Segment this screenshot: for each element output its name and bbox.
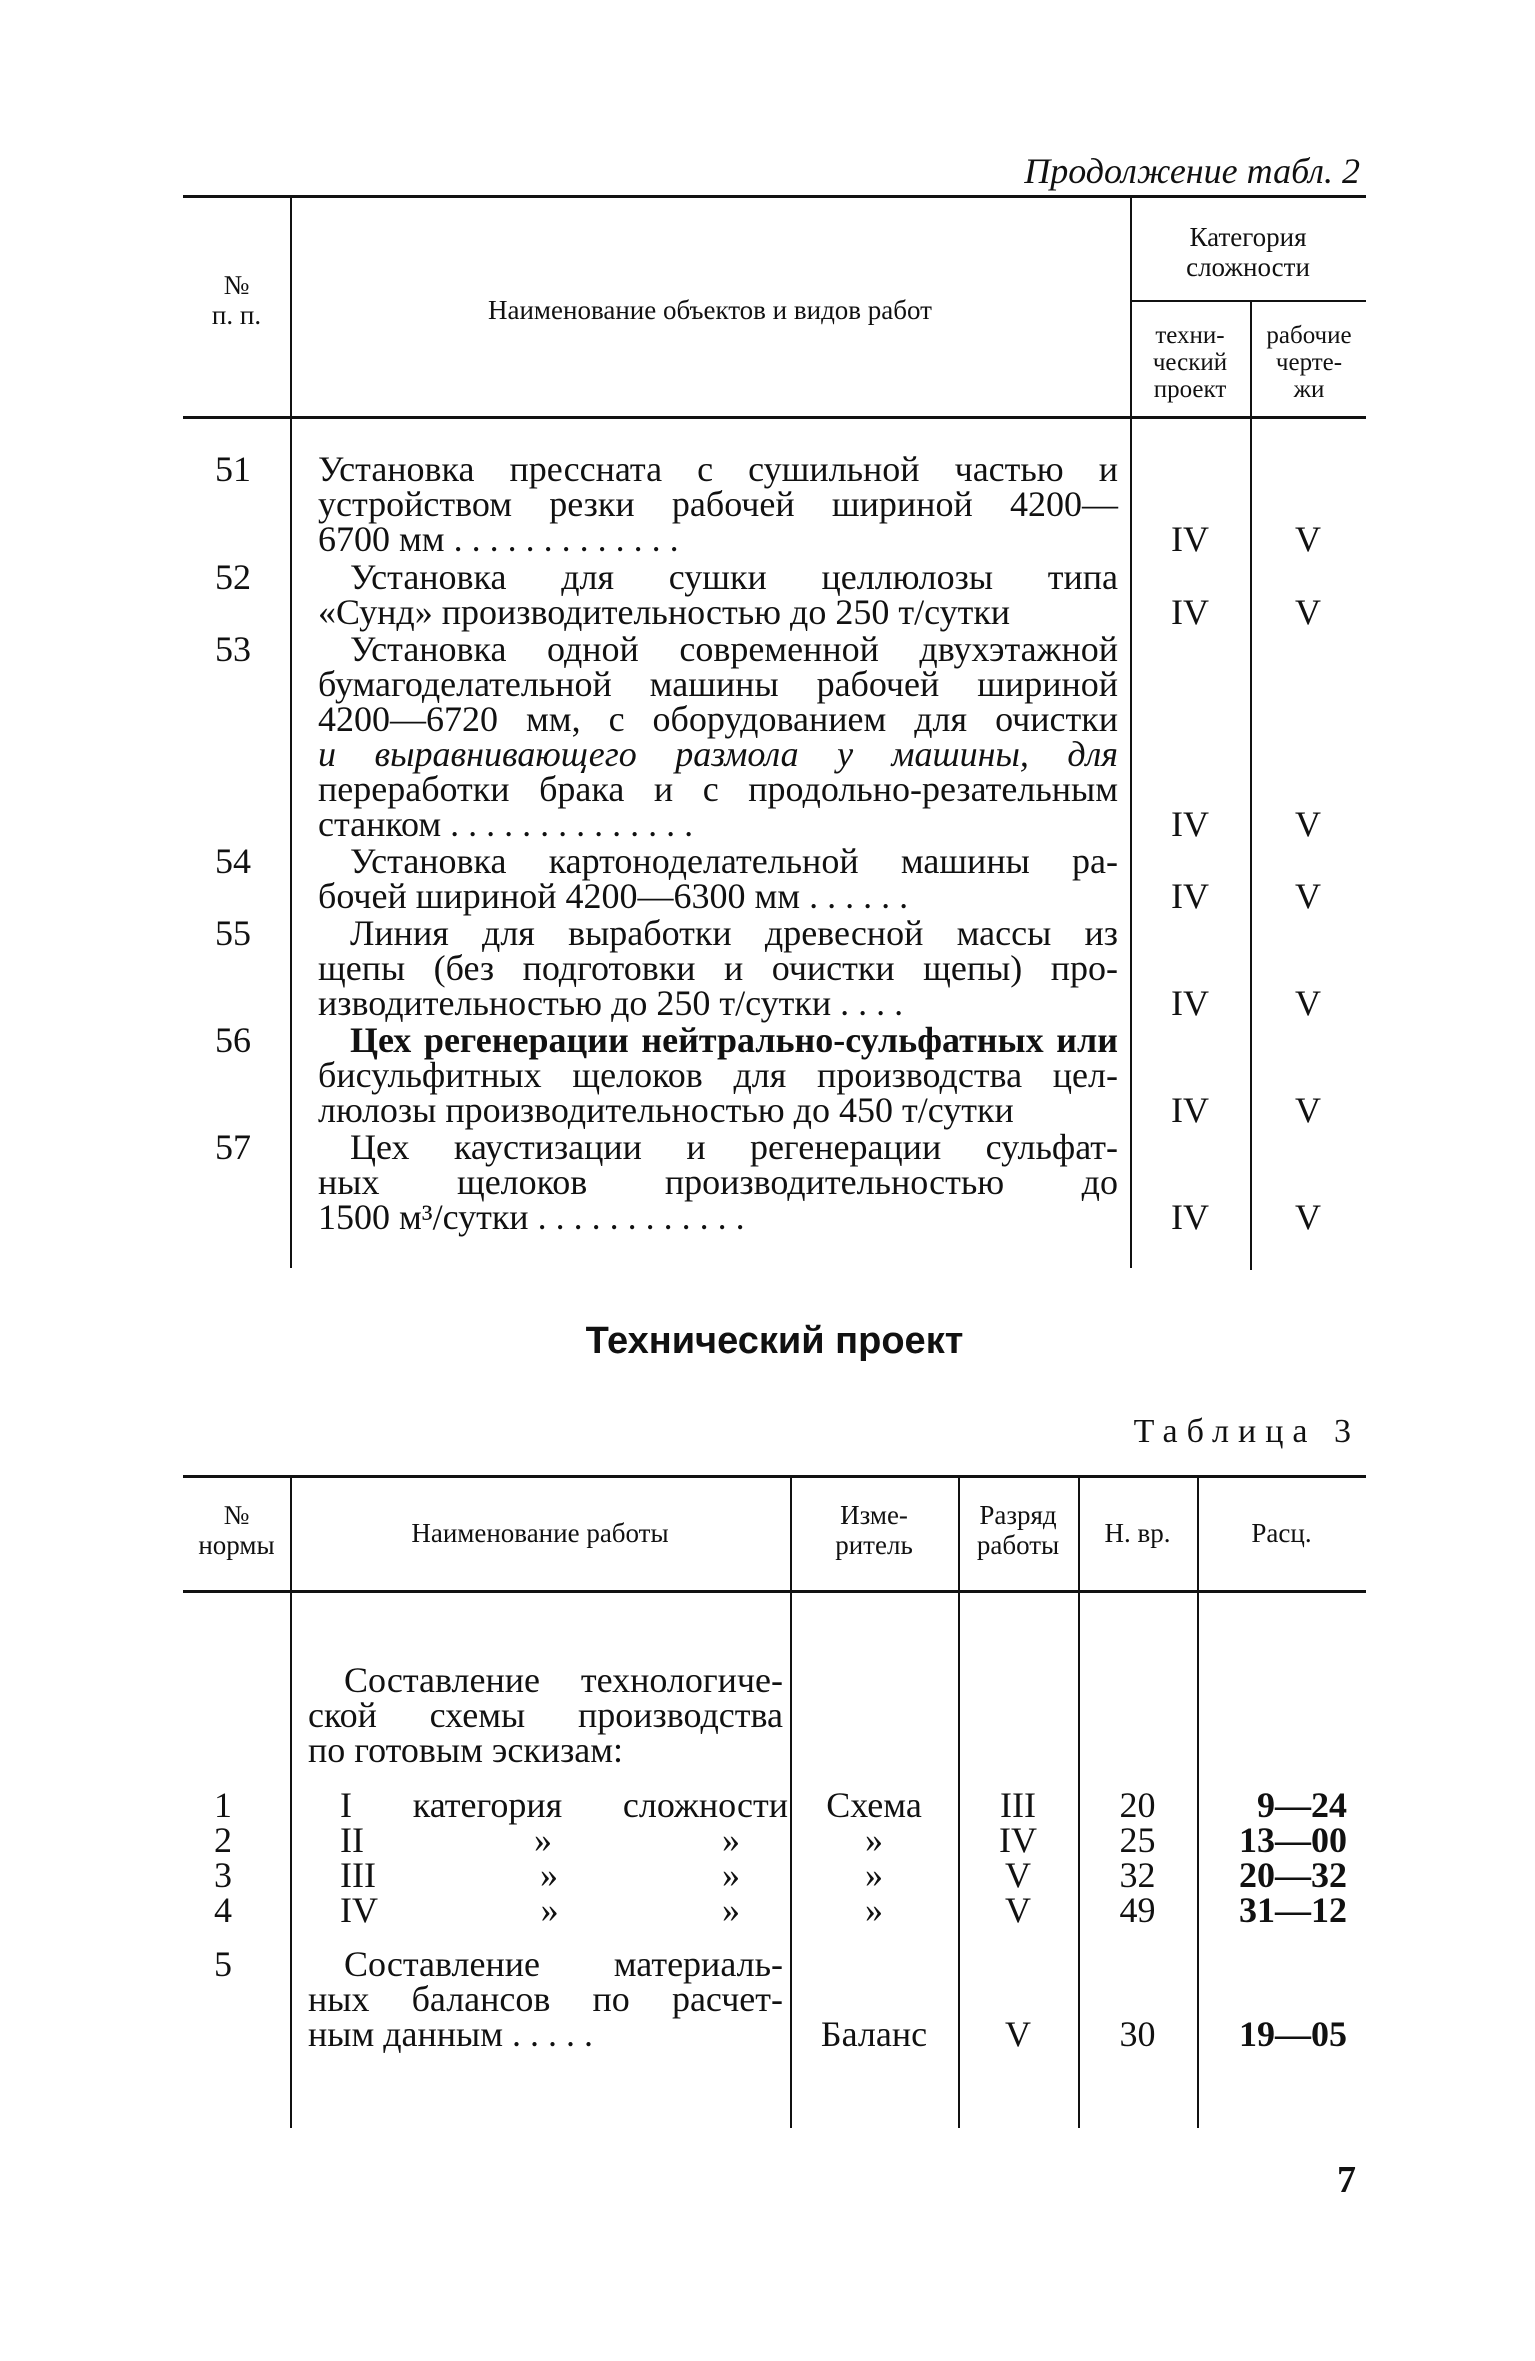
tech-category: IV <box>1171 804 1209 844</box>
norm-time: 49 <box>1119 1890 1156 1930</box>
norm-number: 1 <box>214 1785 232 1825</box>
row-number: 57 <box>215 1127 251 1167</box>
norm-time: 25 <box>1119 1820 1156 1860</box>
row-description: Линия для выработки древесной массы из <box>350 913 1118 953</box>
col-work-name-header: Наименование работы <box>411 1518 669 1548</box>
row-description-cont: ных щелоков производительностью до 1500 м³/сутки . . . . . . . . . . . . <box>318 1162 1118 1237</box>
unit: Баланс <box>820 2014 928 2054</box>
row-description-cont: «Сунд» производительностью до 250 т/сутки <box>318 592 1011 632</box>
price: 31—12 <box>1239 1890 1347 1930</box>
unit: Схема <box>826 1785 922 1825</box>
tech-category: IV <box>1171 592 1209 632</box>
price: 19—05 <box>1239 2014 1347 2054</box>
work-category: V <box>1295 592 1321 632</box>
row-description: Установка картоноделательной машины ра- <box>350 841 1118 881</box>
grade: V <box>1005 2014 1031 2054</box>
price: 9—24 <box>1257 1785 1347 1825</box>
tech-category: IV <box>1171 519 1209 559</box>
row-description-cont: бисульфитных щелоков для производства цел- люлозы производительностью до 450 т/сутки <box>318 1055 1118 1130</box>
price: 20—32 <box>1239 1855 1347 1895</box>
tech-category: IV <box>1171 1090 1209 1130</box>
row-description: Цех регенерации нейтрально-сульфатных или <box>350 1020 1118 1060</box>
row-description: Установка для сушки целлюлозы типа <box>350 557 1118 597</box>
col-unit-header: Изме- ритель <box>835 1500 913 1560</box>
row-number: 52 <box>215 557 251 597</box>
row-number: 51 <box>215 449 251 489</box>
row-description: Цех каустизации и регенерации сульфат- <box>350 1127 1118 1167</box>
norm-number: 5 <box>214 1944 232 1984</box>
grade: III <box>1000 1785 1036 1825</box>
price: 13—00 <box>1239 1820 1347 1860</box>
tech-category: IV <box>1171 1197 1209 1237</box>
row-description-cont: бумагоделательной машины рабочей шириной 4200—6720 мм, с оборудованием для очистки и выравнивающего размола у машины, для переработки брака и с продольно-резательным станком . . . . . . . . . . . . . . <box>318 664 1118 844</box>
unit: » <box>865 1855 883 1895</box>
work-name: Составление материаль- ных балансов по расчет- ным данным . . . . . <box>308 1944 783 2054</box>
work-category: V <box>1295 1090 1321 1130</box>
row-description-cont: бочей шириной 4200—6300 мм . . . . . . <box>318 876 909 916</box>
norm-time: 32 <box>1119 1855 1156 1895</box>
tech-category: IV <box>1171 983 1209 1023</box>
grade: V <box>1005 1890 1031 1930</box>
norm-number: 4 <box>214 1890 232 1930</box>
col-num-header: № п. п. <box>211 270 262 330</box>
page-number: 7 <box>1337 2159 1356 2201</box>
norm-number: 3 <box>214 1855 232 1895</box>
tech-category: IV <box>1171 876 1209 916</box>
work-category: V <box>1295 876 1321 916</box>
work-category: V <box>1295 519 1321 559</box>
col-work-header: рабочие черте- жи <box>1266 322 1352 403</box>
work-name: II » » <box>340 1820 740 1860</box>
row-number: 56 <box>215 1020 251 1060</box>
work-category: V <box>1295 983 1321 1023</box>
row-number: 54 <box>215 841 251 881</box>
unit: » <box>865 1820 883 1860</box>
col-norm-header: № нормы <box>198 1500 275 1560</box>
table-3-label: Таблица 3 <box>1133 1413 1360 1450</box>
row-description-cont: щепы (без подготовки и очистки щепы) про- изводительностью до 250 т/сутки . . . . <box>318 948 1118 1023</box>
unit: » <box>865 1890 883 1930</box>
col-name-header: Наименование объектов и видов работ <box>488 295 932 325</box>
work-category: V <box>1295 804 1321 844</box>
row-description: Установка одной современной двухэтажной <box>350 629 1118 669</box>
work-category: V <box>1295 1197 1321 1237</box>
intro-description: Составление технологиче- ской схемы производства по готовым эскизам: <box>308 1660 783 1770</box>
section-title: Технический проект <box>585 1320 964 1362</box>
grade: IV <box>999 1820 1037 1860</box>
row-number: 53 <box>215 629 251 669</box>
continuation-label: Продолжение табл. 2 <box>1024 151 1360 191</box>
norm-time: 30 <box>1119 2014 1156 2054</box>
row-description: Установка прессната с сушильной частью и устройством резки рабочей шириной 4200— 6700 мм . . . . . . . . . . . . . <box>318 449 1118 559</box>
col-category-header: Категория сложности <box>1186 222 1310 282</box>
norm-time: 20 <box>1119 1785 1156 1825</box>
col-tech-header: техни- ческий проект <box>1152 322 1228 403</box>
work-name: III » » <box>340 1855 740 1895</box>
norm-number: 2 <box>214 1820 232 1860</box>
row-number: 55 <box>215 913 251 953</box>
col-grade-header: Разряд работы <box>976 1500 1060 1560</box>
col-price-header: Расц. <box>1251 1518 1312 1548</box>
work-name: I категория сложности <box>340 1785 788 1825</box>
work-name: IV » » <box>340 1890 740 1930</box>
col-time-header: Н. вр. <box>1104 1518 1171 1548</box>
grade: V <box>1005 1855 1031 1895</box>
